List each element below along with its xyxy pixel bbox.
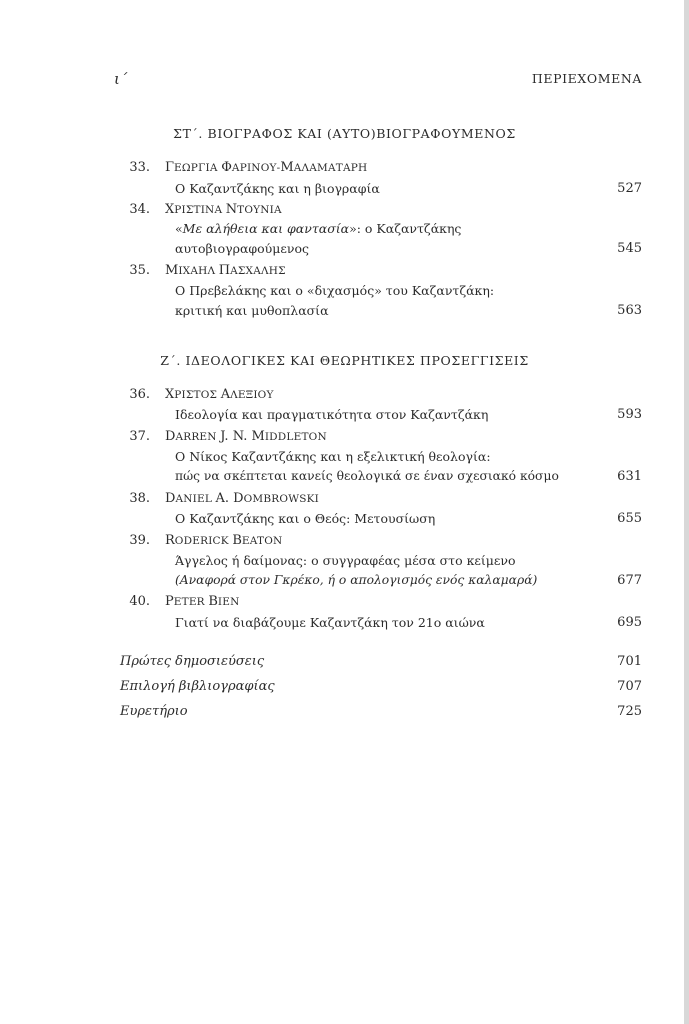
entry-title: Ο Καζαντζάκης και ο Θεός: Μετουσίωση <box>175 511 436 526</box>
entry-author: DARREN J. N. MIDDLETON <box>165 429 327 444</box>
entry-number: 36. <box>129 387 150 402</box>
entry-number: 40. <box>129 594 150 609</box>
entry-page: 545 <box>617 241 642 256</box>
back-matter-page: 707 <box>617 679 642 694</box>
entry-title-line2: κριτική και μυθοπλασία <box>175 303 329 318</box>
entry-number: 33. <box>129 160 150 175</box>
entry-page: 631 <box>617 469 642 484</box>
entry-title: Άγγελος ή δαίμονας: ο συγγραφέας μέσα στο κείμενο <box>175 553 516 568</box>
entry-title-line2: πώς να σκέπτεται κανείς θεολογικά σε έναν σχεσιακό κόσμο <box>175 469 559 483</box>
entry-author: PETER BIEN <box>165 594 240 609</box>
back-matter-label: Επιλογή βιβλιογραφίας <box>120 679 275 694</box>
back-matter-label: Πρώτες δημοσιεύσεις <box>120 654 265 669</box>
entry-number: 35. <box>129 263 150 278</box>
entry-author: RODERICK BEATON <box>165 533 283 548</box>
back-matter-page: 701 <box>617 654 642 669</box>
entry-author: ΧΡΙΣΤΟΣ ΑΛΕΞΙΟΥ <box>165 387 274 402</box>
page-edge-shadow <box>684 0 689 1024</box>
back-matter-label: Ευρετήριο <box>120 704 188 719</box>
entry-title-line2: αυτοβιογραφούμενος <box>175 241 309 256</box>
section-heading-z: Ζ΄. ΙΔΕΟΛΟΓΙΚΕΣ ΚΑΙ ΘΕΩΡΗΤΙΚΕΣ ΠΡΟΣΕΓΓΙΣΕΙΣ <box>160 353 529 368</box>
entry-page: 527 <box>617 181 642 196</box>
entry-page: 593 <box>617 407 642 422</box>
entry-number: 38. <box>129 491 150 506</box>
entry-number: 39. <box>129 533 150 548</box>
entry-page: 563 <box>617 303 642 318</box>
entry-page: 695 <box>617 615 642 630</box>
back-matter-page: 725 <box>617 704 642 719</box>
entry-title: «Με αλήθεια και φαντασία»: ο Καζαντζάκης <box>175 221 462 236</box>
entry-author: ΧΡΙΣΤΙΝΑ ΝΤΟΥΝΙΑ <box>165 202 282 217</box>
entry-author: ΓΕΩΡΓΙΑ ΦΑΡΙΝΟΥ-ΜΑΛΑΜΑΤΑΡΗ <box>165 160 368 175</box>
entry-title: Ο Καζαντζάκης και η βιογραφία <box>175 181 380 196</box>
page-folio: ι΄ <box>114 70 128 88</box>
entry-title: Ο Πρεβελάκης και ο «διχασμός» του Καζαντζάκη: <box>175 283 495 298</box>
entry-title: Γιατί να διαβάζουμε Καζαντζάκη τον 21ο αιώνα <box>175 615 485 630</box>
entry-page: 677 <box>617 573 642 588</box>
entry-author: ΜΙΧΑΗΛ ΠΑΣΧΑΛΗΣ <box>165 263 286 278</box>
section-heading-st: ΣΤ΄. ΒΙΟΓΡΑΦΟΣ ΚΑΙ (ΑΥΤΟ)ΒΙΟΓΡΑΦΟΥΜΕΝΟΣ <box>173 126 516 141</box>
entry-author: DANIEL A. DOMBROWSKI <box>165 491 319 506</box>
running-title: ΠΕΡΙΕΧΟΜΕΝΑ <box>531 71 642 86</box>
entry-page: 655 <box>617 511 642 526</box>
entry-title: Ο Νίκος Καζαντζάκης και η εξελικτική θεολογία: <box>175 449 491 464</box>
entry-title: Ιδεολογία και πραγματικότητα στον Καζαντζάκη <box>175 407 489 422</box>
entry-number: 34. <box>129 202 150 217</box>
entry-title-line2: (Αναφορά στον Γκρέκο, ή ο απολογισμός ενός καλαμαρά) <box>175 573 538 587</box>
entry-number: 37. <box>129 429 150 444</box>
